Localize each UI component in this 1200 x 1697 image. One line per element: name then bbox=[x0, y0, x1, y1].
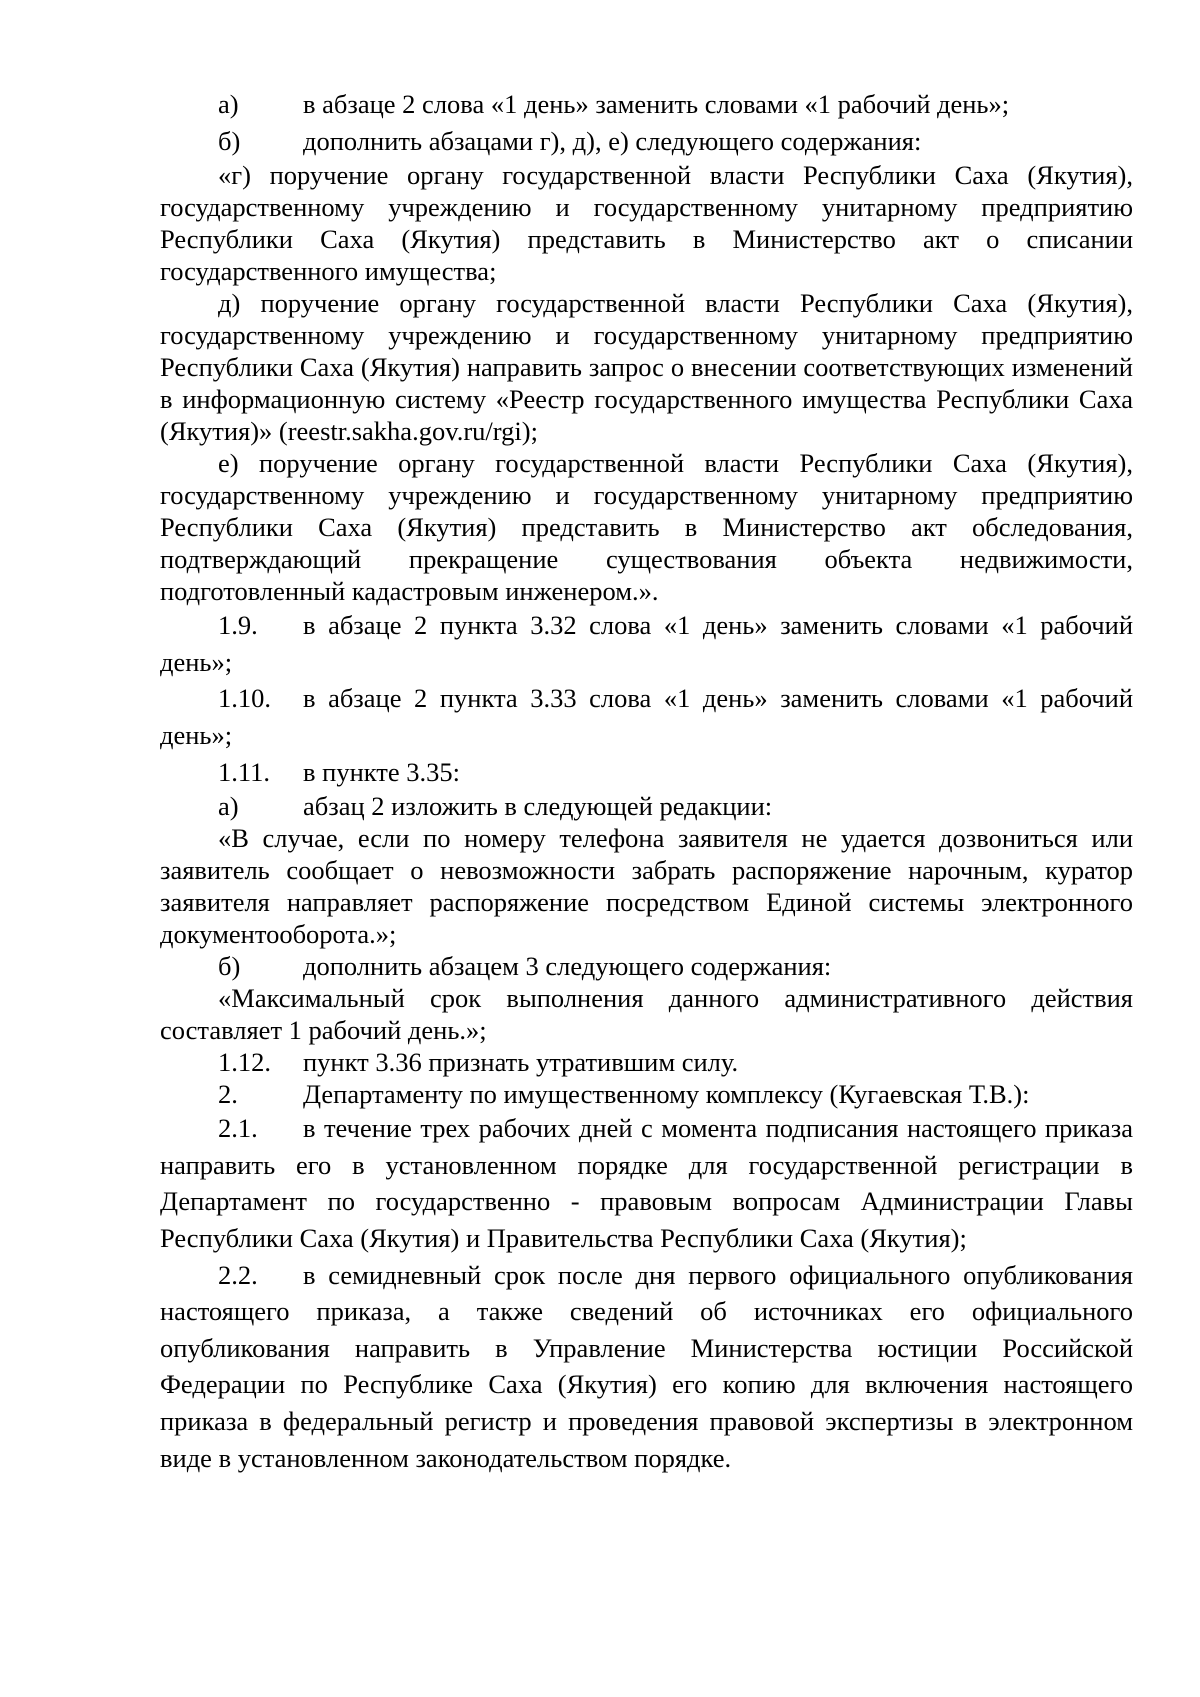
paragraph-text: Департаменту по имущественному комплексу (Кугаевская Т.В.): bbox=[303, 1079, 1030, 1110]
paragraph-quote-1 bbox=[160, 822, 1133, 950]
paragraph-quote-2 bbox=[160, 982, 1133, 1046]
item-number: а) bbox=[218, 791, 239, 822]
paragraph-a-1 bbox=[160, 86, 1133, 123]
item-number: б) bbox=[218, 125, 241, 156]
paragraph-2 bbox=[160, 1078, 1133, 1110]
item-number: 2.2. bbox=[218, 1259, 258, 1290]
paragraph-text: «Максимальный срок выполнения данного административного действия составляет 1 рабочий день.»; bbox=[160, 983, 1133, 1046]
paragraph-2-1 bbox=[160, 1110, 1133, 1256]
item-number: 2. bbox=[218, 1079, 238, 1110]
paragraph-text: пункт 3.36 признать утратившим силу. bbox=[303, 1047, 739, 1078]
paragraph-text: «В случае, если по номеру телефона заявителя не удается дозвониться или заявитель сообщает о невозможности забрать распоряжение нарочным, куратор заявителя направляет распоряжение посредством Единой системы электронного документооборота.»; bbox=[160, 823, 1133, 950]
paragraph-b-1 bbox=[160, 123, 1133, 160]
paragraph-e bbox=[160, 447, 1133, 607]
paragraph-1-9 bbox=[160, 607, 1133, 680]
paragraph-1-10 bbox=[160, 680, 1133, 753]
paragraph-text: в абзаце 2 слова «1 день» заменить словами «1 рабочий день»; bbox=[303, 89, 1010, 119]
paragraph-1-12 bbox=[160, 1046, 1133, 1078]
paragraph-text: д) поручение органу государственной власти Республики Саха (Якутия), государственному учреждению и государственному унитарному предприятию Республики Саха (Якутия) направить запрос о внесении соответствующих изменений в информационную систему «Реестр государственного имущества Республики Саха (Якутия)» (reestr.sakha.gov.ru/rgi); bbox=[160, 288, 1133, 447]
paragraph-text: дополнить абзацем 3 следующего содержания: bbox=[303, 951, 832, 982]
paragraph-2-2 bbox=[160, 1257, 1133, 1477]
paragraph-a-2 bbox=[160, 790, 1133, 822]
item-number: б) bbox=[218, 951, 241, 982]
paragraph-text: в абзаце 2 пункта 3.32 слова «1 день» заменить словами «1 рабочий день»; bbox=[160, 610, 1133, 677]
paragraph-text: дополнить абзацами г), д), е) следующего содержания: bbox=[303, 125, 922, 156]
item-number: 1.9. bbox=[218, 610, 258, 641]
paragraph-b-2 bbox=[160, 950, 1133, 982]
document-body bbox=[160, 86, 1133, 1476]
paragraph-1-11 bbox=[160, 754, 1133, 791]
item-number: 2.1. bbox=[218, 1113, 258, 1144]
item-number: 1.11. bbox=[218, 756, 271, 787]
item-number: 1.12. bbox=[218, 1047, 271, 1078]
item-number: а) bbox=[218, 89, 239, 119]
paragraph-text: е) поручение органу государственной власти Республики Саха (Якутия), государственному учреждению и государственному унитарному предприятию Республики Саха (Якутия) представить в Министерство акт обследования, подтверждающий прекращение существования объекта недвижимости, подготовленный кадастровым инженером.». bbox=[160, 448, 1133, 607]
paragraph-text: в течение трех рабочих дней с момента подписания настоящего приказа направить его в установленном порядке для государственной регистрации в Департамент по государственно - правовым вопросам Администрации Главы Республики Саха (Якутия) и Правительства Республики Саха (Якутия); bbox=[160, 1113, 1133, 1253]
paragraph-d bbox=[160, 287, 1133, 447]
paragraph-text: в абзаце 2 пункта 3.33 слова «1 день» заменить словами «1 рабочий день»; bbox=[160, 683, 1133, 750]
paragraph-text: в семидневный срок после дня первого официального опубликования настоящего приказа, а также сведений об источниках его официального опубликования направить в Управление Министерства юстиции Российской Федерации по Республике Саха (Якутия) его копию для включения настоящего приказа в федеральный регистр и проведения правовой экспертизы в электронном виде в установленном законодательством порядке. bbox=[160, 1259, 1133, 1473]
paragraph-text: абзац 2 изложить в следующей редакции: bbox=[303, 791, 773, 822]
paragraph-g bbox=[160, 159, 1133, 287]
paragraph-text: в пункте 3.35: bbox=[303, 756, 460, 787]
paragraph-text: «г) поручение органу государственной власти Республики Саха (Якутия), государственному учреждению и государственному унитарному предприятию Республики Саха (Якутия) представить в Министерство акт о списании государственного имущества; bbox=[160, 160, 1133, 287]
item-number: 1.10. bbox=[218, 683, 271, 714]
